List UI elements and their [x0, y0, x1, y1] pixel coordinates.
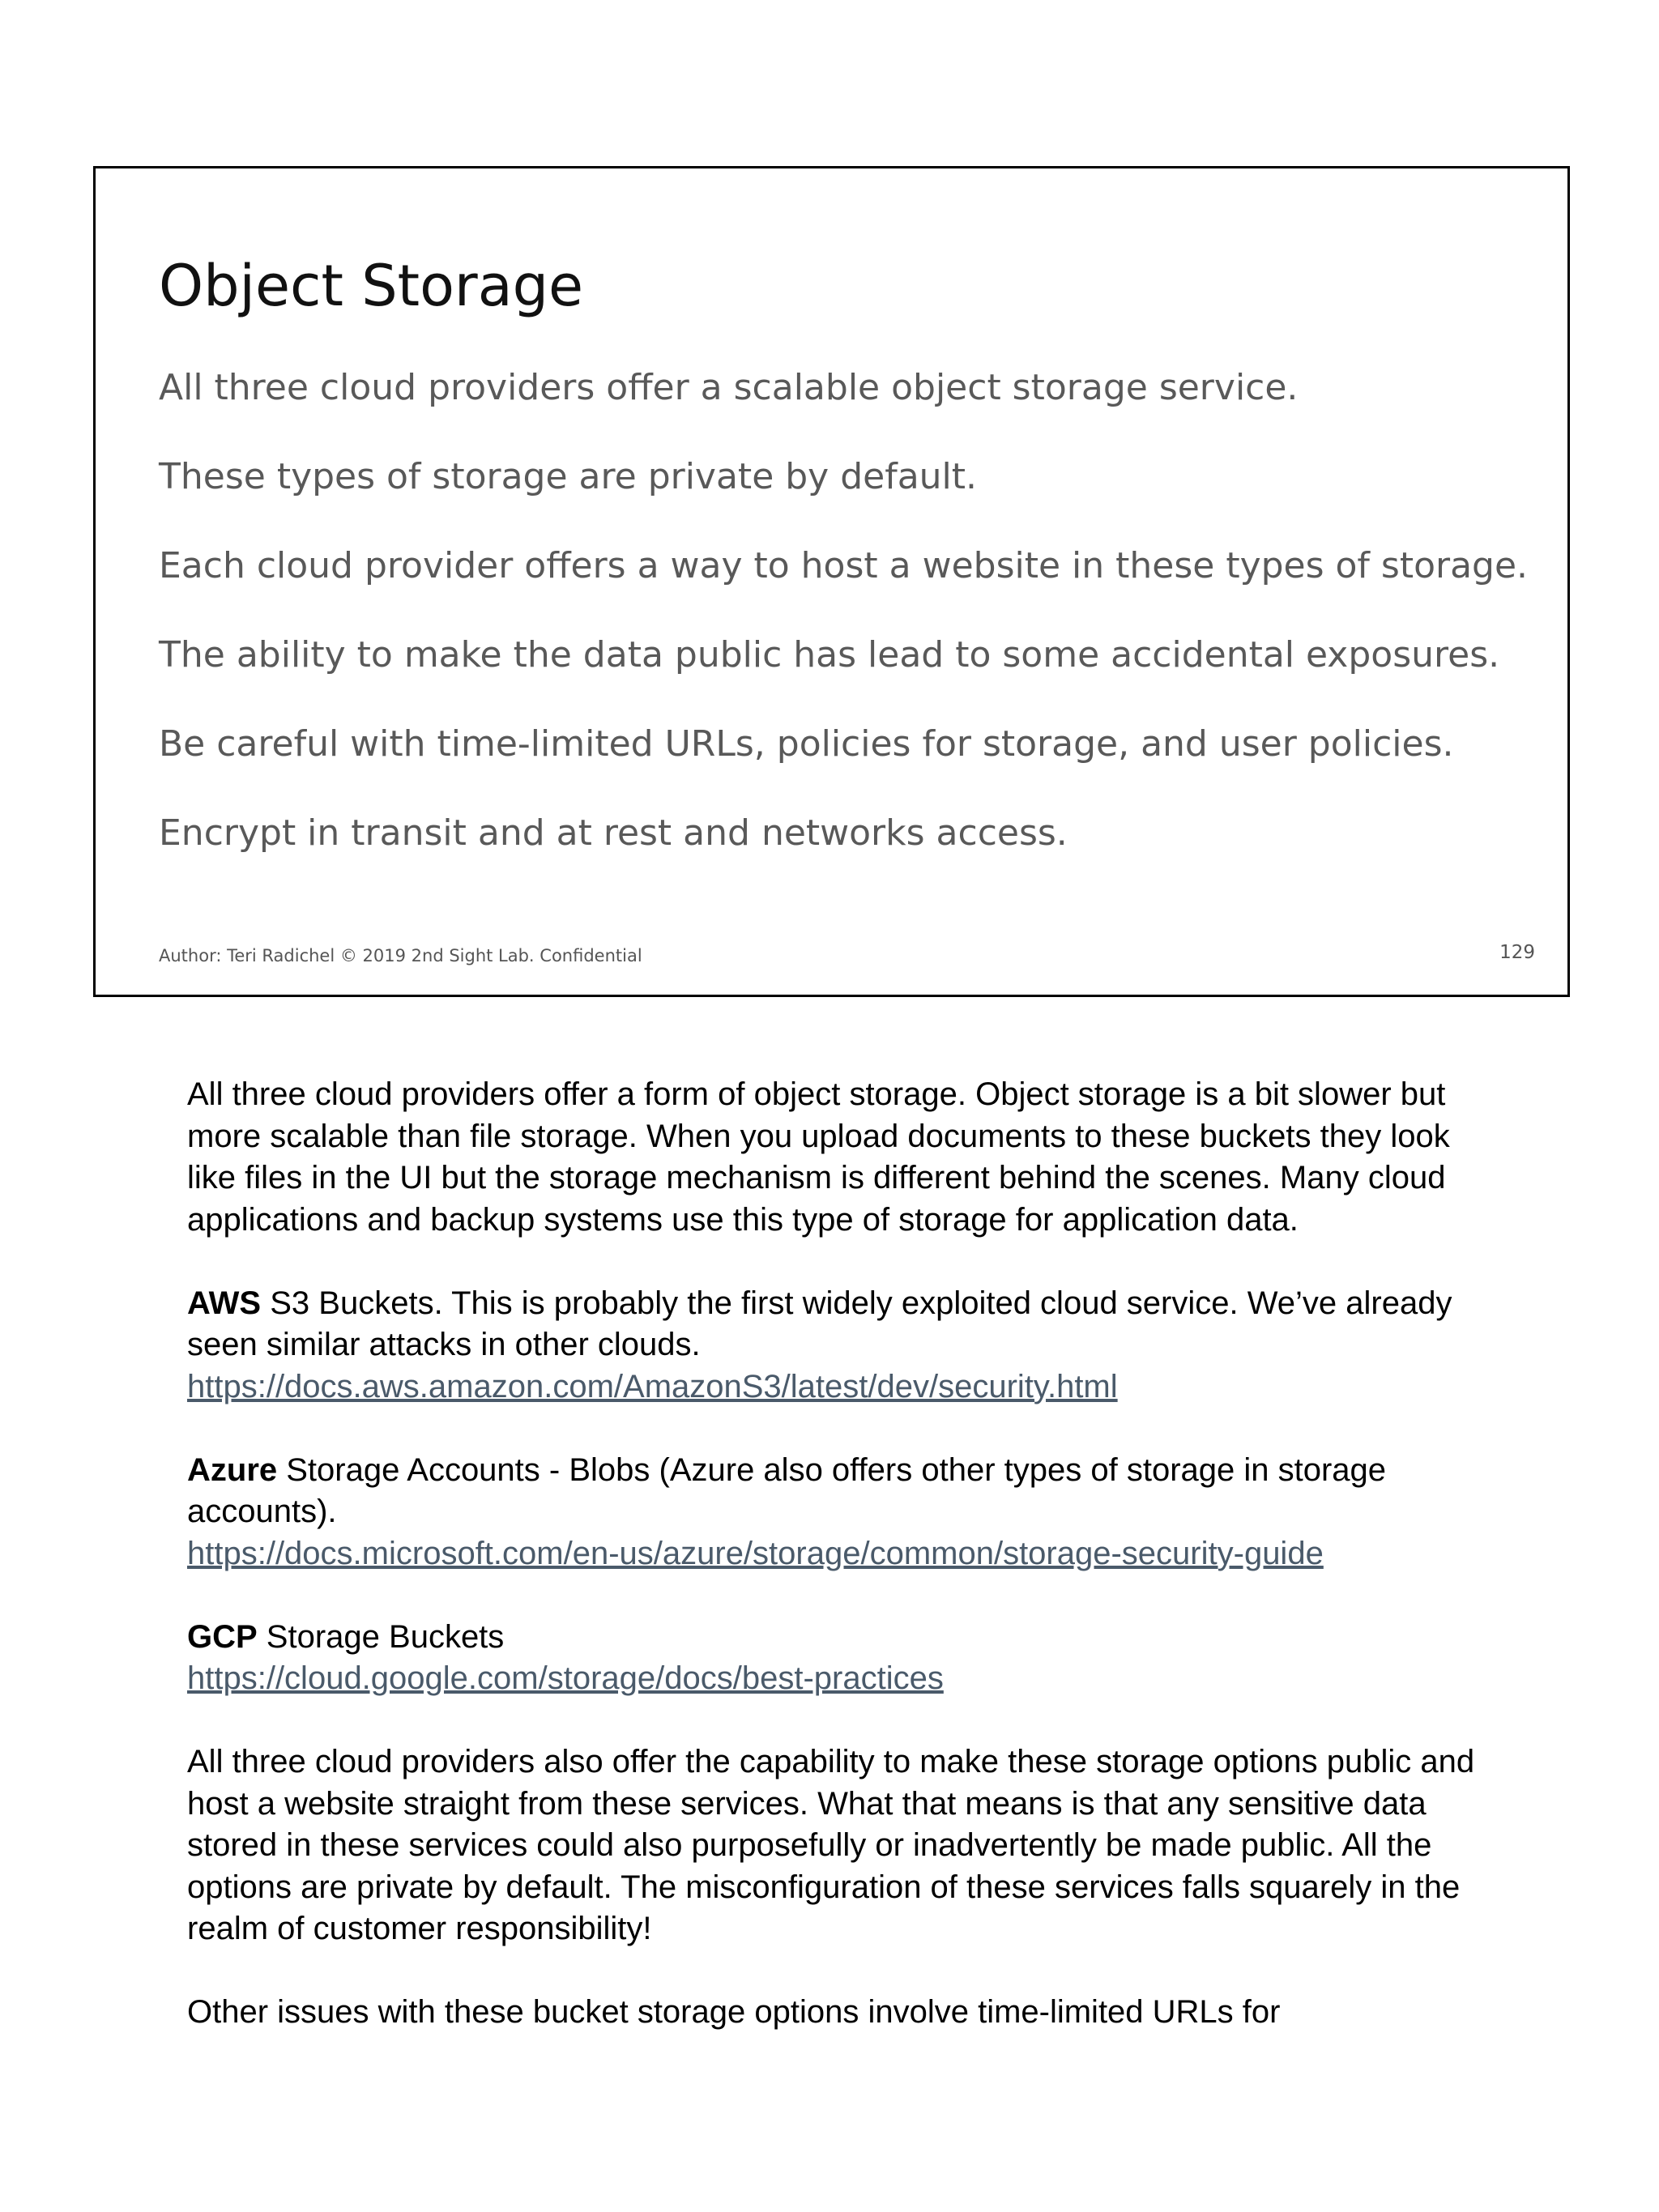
slide-bullet: These types of storage are private by default. — [159, 456, 978, 497]
slide-bullet: Be careful with time-limited URLs, policies for storage, and user policies. — [159, 723, 1454, 765]
azure-description: Storage Accounts - Blobs (Azure also offers other types of storage in storage accounts). — [187, 1451, 1387, 1529]
slide-frame — [93, 166, 1570, 997]
slide-page-number: 129 — [1499, 942, 1535, 963]
notes-public-paragraph: All three cloud providers also offer the capability to make these storage options public and host a website straight from these services. What that means is that any sensitive data stored in these services could also purposefully or inadvertently be made public. All the options are private by default. The misconfiguration of these services falls squarely in the realm of customer responsibility! — [187, 1744, 1475, 1946]
notes-azure-paragraph — [187, 1450, 1499, 1575]
speaker-notes — [187, 1074, 1499, 2075]
aws-security-link[interactable]: https://docs.aws.amazon.com/AmazonS3/latest/dev/security.html — [187, 1368, 1118, 1404]
gcp-label: GCP — [187, 1618, 258, 1655]
slide-bullet: All three cloud providers offer a scalable object storage service. — [159, 367, 1299, 408]
notes-other-paragraph: Other issues with these bucket storage options involve time-limited URLs for — [187, 1994, 1281, 2030]
azure-label: Azure — [187, 1451, 278, 1488]
gcp-description: Storage Buckets — [257, 1618, 505, 1655]
notes-aws-paragraph — [187, 1283, 1499, 1409]
aws-description: S3 Buckets. This is probably the first widely exploited cloud service. We’ve already seen similar attacks in other clouds. — [187, 1285, 1452, 1362]
azure-security-link[interactable]: https://docs.microsoft.com/en-us/azure/storage/common/storage-security-guide — [187, 1535, 1324, 1571]
gcp-best-practices-link[interactable]: https://cloud.google.com/storage/docs/best-practices — [187, 1660, 944, 1696]
aws-label: AWS — [187, 1285, 262, 1321]
slide-footer: Author: Teri Radichel © 2019 2nd Sight Lab. Confidential — [159, 946, 642, 965]
slide-bullet: Each cloud provider offers a way to host a website in these types of storage. — [159, 545, 1529, 586]
slide-bullet: The ability to make the data public has lead to some accidental exposures. — [159, 634, 1500, 676]
slide-title: Object Storage — [159, 253, 584, 319]
notes-gcp-paragraph — [187, 1617, 1499, 1700]
slide-bullet-list — [159, 363, 1528, 897]
notes-intro-paragraph: All three cloud providers offer a form of object storage. Object storage is a bit slower but more scalable than file storage. When you upload documents to these buckets they look like files in the UI but the storage mechanism is different behind the scenes. Many cloud applications and backup systems use this type of storage for application data. — [187, 1076, 1450, 1238]
slide-bullet: Encrypt in transit and at rest and networks access. — [159, 812, 1068, 854]
